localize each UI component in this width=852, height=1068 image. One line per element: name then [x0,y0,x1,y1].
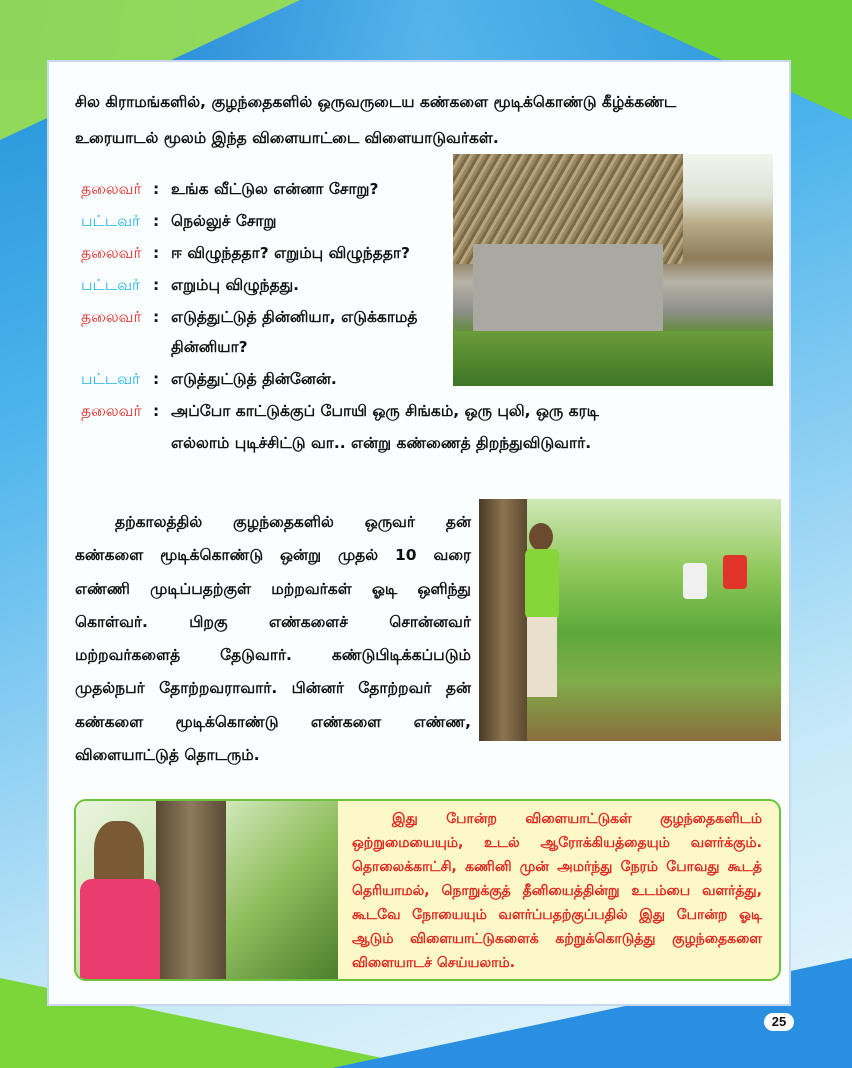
paragraph-line: மற்றவர்களைத் தேடுவார். கண்டுபிடிக்கப்படும் [75,646,471,665]
dialogue-text: நெல்லுச் சோறு [171,212,277,230]
paragraph-line: முதல்நபர் தோற்றவராவார். பின்னர் தோற்றவர் தன் [75,679,471,698]
dialogue-continuation [171,434,591,454]
info-box-text: இது போன்ற விளையாட்டுகள் குழந்தைகளிடம் ஒற்றுமையையும், உடல் ஆரோக்கியத்தையும் வளர்க்கும். தொலைக்காட்சி, கணினி முன் அமர்ந்து நேரம் போவது கூடத் தெரியாமல், நொறுக்குத் தீனியைத்தின்று உடம்பை வளர்த்து, கூடவே நோயையும் வளர்ப்பதற்குப்பதில் இது போன்ற ஓடி ஆடும் விளையாட்டுகளைக் கற்றுக்கொடுத்து குழந்தைகளை விளையாடச் செய்யலாம். [352,811,762,971]
modern-game-paragraph [75,506,471,772]
speaker-leader: தலைவர் [81,308,142,326]
paragraph-line: கண்களை மூடிக்கொண்டு ஒன்று முதல் 10 வரை [75,546,471,565]
grass [453,331,773,386]
hide-and-seek-photo [479,499,781,741]
speaker-leader: தலைவர் [81,244,142,262]
paragraph-line: விளையாட்டுத் தொடரும். [75,746,260,765]
girl-behind-tree-photo [76,801,338,979]
dialogue-text: எடுத்துட்டுத் தின்னியா, எடுக்காமத் [171,308,418,326]
dialogue-line: தலைவர் : ஈ விழுந்ததா? எறும்பு விழுந்ததா? [81,244,411,262]
running-child [719,539,749,649]
intro-paragraph [75,84,775,156]
info-box [74,799,781,981]
running-child [679,549,709,649]
dialogue-line: தலைவர் : உங்க வீட்டுல என்னா சோறு? [81,180,379,198]
paragraph-line: எண்ணி முடிப்பதற்குள் மற்றவர்கள் ஓடி ஒளிந்து [75,579,471,598]
page-panel [47,60,791,1006]
paragraph-line: தற்காலத்தில் குழந்தைகளில் ஒருவர் தன் [115,513,471,531]
speaker-leader: தலைவர் [81,402,142,420]
paragraph-line: கொள்வர். பிறகு எண்களைச் சொன்னவர் [75,612,471,631]
seeker-child [517,519,567,719]
dialogue-line: பட்டவர் : நெல்லுச் சோறு [81,212,277,230]
dialogue-text: ஈ விழுந்ததா? எறும்பு விழுந்ததா? [171,244,411,262]
dialogue-text: அப்போ காட்டுக்குப் போயி ஒரு சிங்கம், ஒரு புலி, ஒரு கரடி [171,402,599,420]
dialogue-line: தலைவர் : எடுத்துட்டுத் தின்னியா, எடுக்காமத் [81,308,418,326]
speaker-player: பட்டவர் [81,276,141,294]
page-number: 25 [764,1013,794,1031]
dialogue-line: பட்டவர் : எடுத்துட்டுத் தின்னேன். [81,370,337,388]
intro-line: சில கிராமங்களில், குழந்தைகளில் ஒருவருடைய கண்களை மூடிக்கொண்டு கீழ்க்கண்ட [75,93,677,111]
dialogue-continuation [171,338,248,358]
tree-trunk [156,801,226,979]
dialogue-text: எல்லாம் புடிச்சிட்டு வா.. என்று கண்ணைத் திறந்துவிடுவார். [171,434,592,452]
village-hut-photo [453,154,773,386]
dialogue-text: தின்னியா? [171,338,248,356]
dialogue-text: எறும்பு விழுந்தது. [171,276,300,294]
dialogue-text: உங்க வீட்டுல என்னா சோறு? [171,180,379,198]
speaker-player: பட்டவர் [81,212,141,230]
dialogue-text: எடுத்துட்டுத் தின்னேன். [171,370,337,388]
dialogue-line: பட்டவர் : எறும்பு விழுந்தது. [81,276,300,294]
speaker-player: பட்டவர் [81,370,141,388]
speaker-leader: தலைவர் [81,180,142,198]
intro-line: உரையாடல் மூலம் இந்த விளையாட்டை விளையாடுவர்கள். [75,129,499,147]
dialogue-line: தலைவர் : அப்போ காட்டுக்குப் போயி ஒரு சிங்கம், ஒரு புலி, ஒரு கரடி [81,402,599,420]
paragraph-line: கண்களை மூடிக்கொண்டு எண்களை எண்ண, [75,712,471,731]
girl [76,821,166,979]
